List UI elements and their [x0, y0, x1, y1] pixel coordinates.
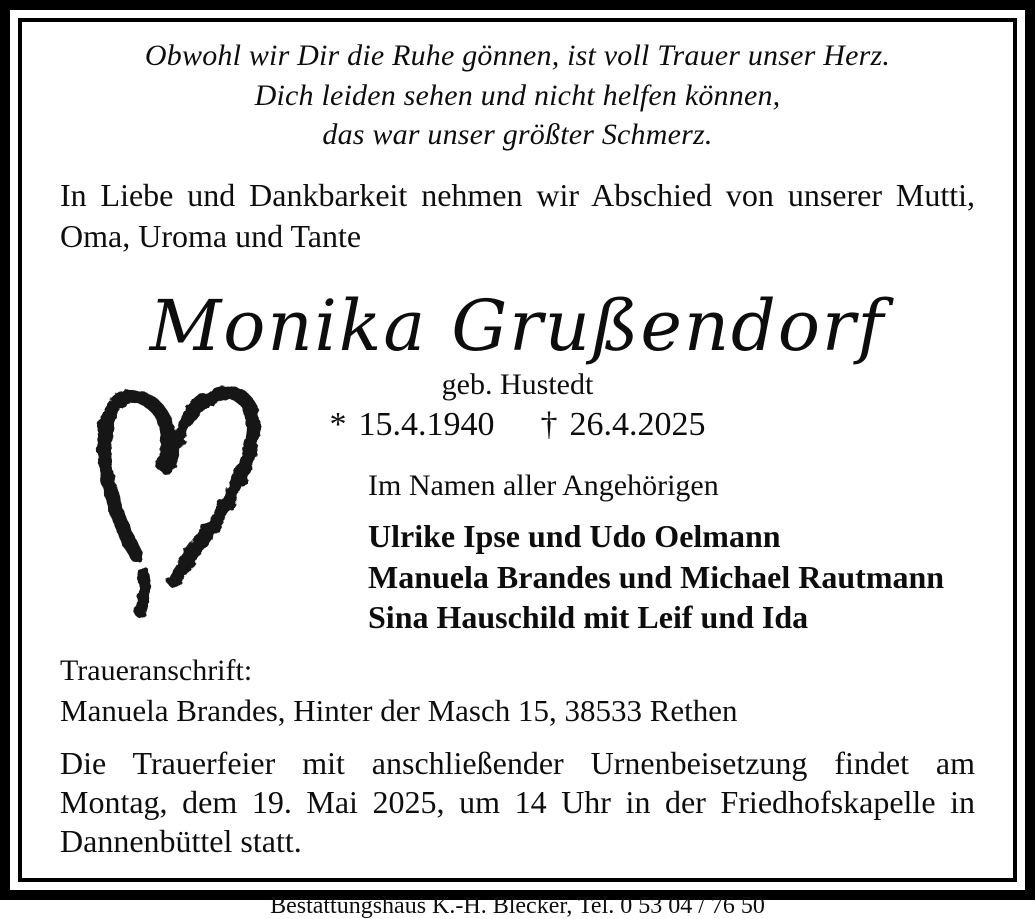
verse-line-1: Obwohl wir Dir die Ruhe gönnen, ist voll Trauer unser Herz.	[144, 39, 891, 72]
death-date-group	[541, 405, 706, 444]
condolence-address: Manuela Brandes, Hinter der Masch 15, 38533 Rethen	[60, 693, 738, 729]
maiden-name: geb. Hustedt	[441, 368, 594, 402]
mourners-heading: Im Namen aller Angehörigen	[368, 469, 719, 503]
opening-verse	[60, 36, 975, 155]
funeral-home-line: Bestattungshaus K.-H. Blecker, Tel. 0 53 04 / 76 50	[270, 892, 765, 919]
birth-date: 15.4.1940	[358, 406, 495, 444]
verse-line-3: das war unser größter Schmerz.	[322, 118, 713, 152]
mourner-names-list	[368, 516, 975, 637]
mourner-name-1: Ulrike Ipse und Udo Oelmann	[368, 518, 781, 555]
condolence-label: Traueranschrift:	[60, 654, 253, 688]
mourner-name-3: Sina Hauschild mit Leif und Ida	[368, 599, 809, 635]
mourners-block	[368, 468, 975, 637]
death-cross-symbol: †	[540, 406, 558, 444]
verse-line-2: Dich leiden sehen und nicht helfen können,	[254, 78, 781, 112]
death-date: 26.4.2025	[569, 406, 706, 444]
condolence-address-block	[60, 653, 975, 729]
mourner-name-2: Manuela Brandes und Michael Rautmann	[368, 558, 945, 595]
deceased-name: Monika Grußendorf	[149, 284, 886, 367]
funeral-info: Die Trauerfeier mit anschließender Urnenbeisetzung findet am Montag, dem 19. Mai 2025, um 14 Uhr in der Friedhofskapelle in Dannenbüttel statt.	[60, 744, 975, 859]
life-dates	[60, 405, 975, 444]
birth-star-symbol: *	[329, 406, 347, 444]
obituary-inner-frame	[18, 18, 1017, 919]
farewell-intro: In Liebe und Dankbarkeit nehmen wir Abschied von unserer Mutti, Oma, Uroma und Tante	[60, 176, 975, 254]
birth-date-group	[330, 405, 495, 444]
obituary-content	[22, 22, 1013, 919]
